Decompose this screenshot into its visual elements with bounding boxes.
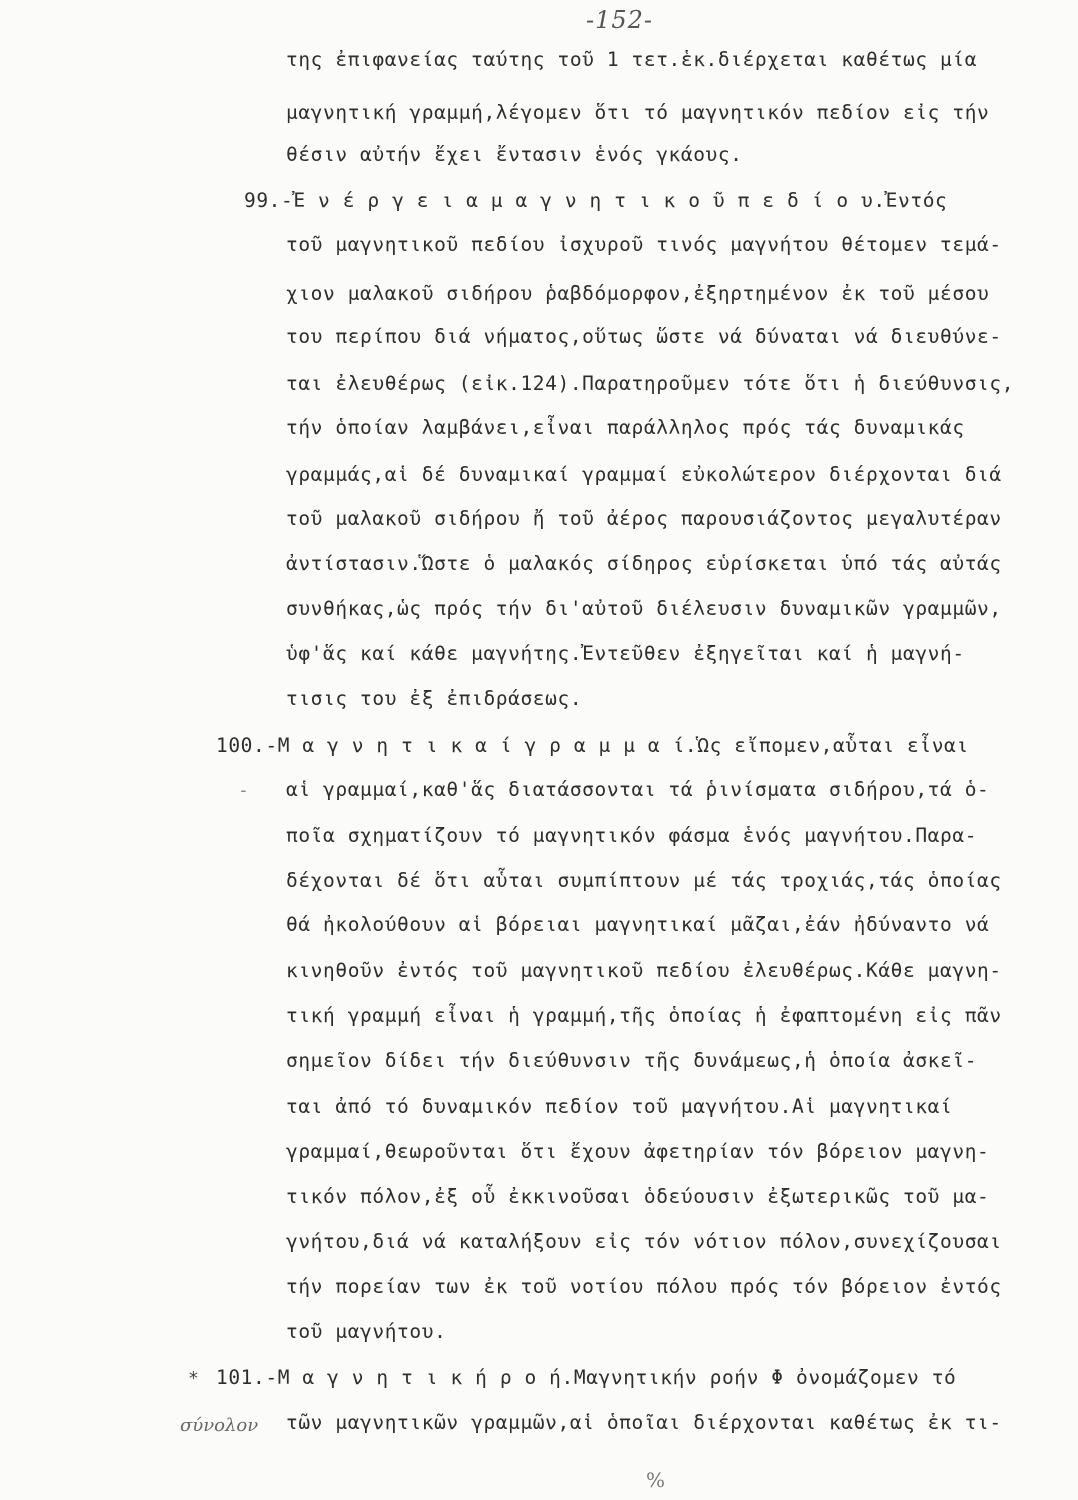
text-line: τήν πορείαν των ἐκ τοῦ νοτίου πόλου πρός τόν βόρειον ἐντός (286, 1275, 1002, 1298)
text-line: αἱ γραμμαί,καθ'ἅς διατάσσονται τά ῥινίσματα σιδήρου,τά ὁ- (286, 778, 990, 801)
text-line: τισις του ἐξ ἐπιδράσεως. (286, 687, 583, 710)
text-line: συνθήκας,ὡς πρός τήν δι'αὐτοῦ διέλευσιν δυναμικῶν γραμμῶν, (286, 597, 1002, 620)
text-line: τοῦ μαγνητικοῦ πεδίου ἰσχυροῦ τινός μαγνήτου θέτομεν τεμά- (286, 233, 1002, 256)
star-mark: * (188, 1368, 199, 1389)
text-line: ται ἐλευθέρως (εἰκ.124).Παρατηροῦμεν τότε ὅτι ἡ διεύθυνσις, (286, 372, 1015, 395)
section-heading-100: 100.-Μ α γ ν η τ ι κ α ί γ ρ α μ μ α ί.Ὡς εἴπομεν,αὗται εἶναι (216, 734, 969, 757)
bottom-mark: % (646, 1468, 666, 1492)
text-line: σημεῖον δίδει τήν διεύθυνσιν τῆς δυνάμεως,ἡ ὁποία ἀσκεῖ- (286, 1049, 978, 1072)
text-line: ται ἀπό τό δυναμικόν πεδίον τοῦ μαγνήτου.Αἱ μαγνητικαί (286, 1095, 953, 1118)
text-line: κινηθοῦν ἐντός τοῦ μαγνητικοῦ πεδίου ἐλευθέρως.Κάθε μαγνη- (286, 959, 1002, 982)
text-line: ὑφ'ἅς καί κάθε μαγνήτης.Ἐντεῦθεν ἐξηγεῖται καί ἡ μαγνή- (286, 642, 965, 665)
handwritten-margin-note: σύνολον (180, 1415, 259, 1436)
margin-dash-mark: - (238, 780, 249, 801)
text-line: θά ἠκολούθουν αἱ βόρειαι μαγνητικαί μᾶζαι,ἐάν ἠδύναντο νά (286, 913, 990, 936)
text-line: τήν ὁποίαν λαμβάνει,εἶναι παράλληλος πρός τάς δυναμικάς (286, 416, 965, 439)
section-heading-101: 101.-Μ α γ ν η τ ι κ ή ρ ο ή.Μαγνητικήν ροήν Φ ὀνομάζομεν τό (216, 1366, 957, 1389)
text-line: ἀντίστασιν.Ὥστε ὁ μαλακός σίδηρος εὑρίσκεται ὑπό τάς αὐτάς (286, 552, 1002, 575)
text-line: γραμμαί,θεωροῦνται ὅτι ἔχουν ἀφετηρίαν τόν βόρειον μαγνη- (286, 1140, 990, 1163)
text-line: της ἐπιφανείας ταύτης τοῦ 1 τετ.ἑκ.διέρχεται καθέτως μία (286, 48, 978, 71)
text-line: θέσιν αὐτήν ἔχει ἔντασιν ἑνός γκάους. (286, 143, 743, 166)
text-line: ποῖα σχηματίζουν τό μαγνητικόν φάσμα ἑνός μαγνήτου.Παρα- (286, 824, 978, 847)
text-line: μαγνητική γραμμή,λέγομεν ὅτι τό μαγνητικόν πεδίον εἰς τήν (286, 101, 990, 124)
section-heading-99: 99.-Ἐ ν έ ρ γ ε ι α μ α γ ν η τ ι κ ο ῦ π ε δ ί ο υ.Ἐντός (244, 189, 948, 212)
text-line: χιον μαλακοῦ σιδήρου ῥαβδόμορφον,ἐξηρτημένον ἐκ τοῦ μέσου (286, 282, 990, 305)
text-line: γνήτου,διά νά καταλήξουν εἰς τόν νότιον πόλον,συνεχίζουσαι (286, 1230, 1002, 1253)
text-line: τική γραμμή εἶναι ἡ γραμμή,τῆς ὁποίας ἡ ἐφαπτομένη εἰς πᾶν (286, 1004, 1002, 1027)
text-line: τικόν πόλον,ἐξ οὗ ἐκκινοῦσαι ὁδεύουσιν ἐξωτερικῶς τοῦ μα- (286, 1185, 990, 1208)
page-number: -152- (586, 6, 654, 34)
text-line: γραμμάς,αἱ δέ δυναμικαί γραμμαί εὐκολώτερον διέρχονται διά (286, 463, 1002, 486)
text-line: τοῦ μαλακοῦ σιδήρου ἤ τοῦ ἀέρος παρουσιάζοντος μεγαλυτέραν (286, 507, 1002, 530)
text-line: του περίπου διά νήματος,οὕτως ὥστε νά δύναται νά διευθύνε- (286, 325, 1002, 348)
text-line: τῶν μαγνητικῶν γραμμῶν,αἱ ὁποῖαι διέρχονται καθέτως ἐκ τι- (286, 1411, 1002, 1434)
text-line: τοῦ μαγνήτου. (286, 1320, 447, 1343)
text-line: δέχονται δέ ὅτι αὗται συμπίπτουν μέ τάς τροχιάς,τάς ὁποίας (286, 869, 1002, 892)
